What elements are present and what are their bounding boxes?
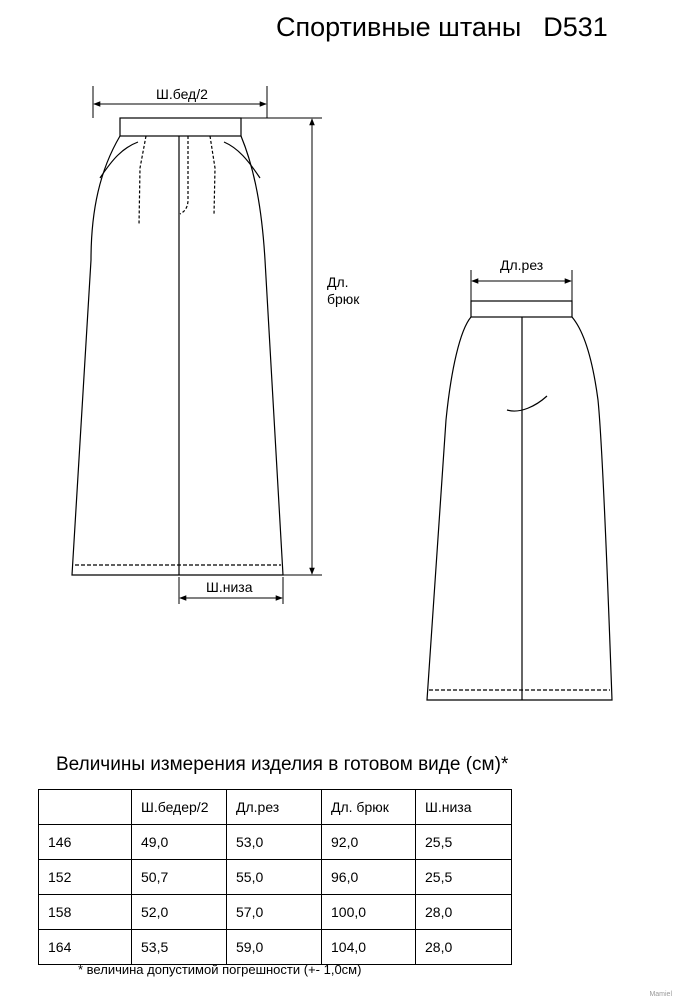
front-waistband xyxy=(120,118,241,136)
length-label-line1: Дл. xyxy=(327,274,349,290)
side-waistband xyxy=(471,301,572,317)
table-row xyxy=(39,895,512,930)
side-outline xyxy=(427,317,612,700)
table-cell: 92,0 xyxy=(322,825,416,860)
fly-stitch xyxy=(180,136,188,214)
measurements-heading: Величины измерения изделия в готовом виде (см)* xyxy=(56,754,509,775)
table-header-cell: Дл.рез xyxy=(227,790,322,825)
table-cell: 59,0 xyxy=(227,930,322,965)
table-row xyxy=(39,860,512,895)
size-cell: 152 xyxy=(39,860,132,895)
table-row xyxy=(39,930,512,965)
table-cell: 96,0 xyxy=(322,860,416,895)
cut-length-label: Дл.рез xyxy=(500,257,544,273)
hem-label: Ш.низа xyxy=(206,579,253,595)
length-label-line2: брюк xyxy=(327,291,360,307)
front-dimensions xyxy=(93,86,322,604)
right-drawstring xyxy=(210,136,215,215)
table-cell: 53,5 xyxy=(132,930,227,965)
left-drawstring xyxy=(139,136,146,225)
table-cell: 25,5 xyxy=(416,860,512,895)
table-cell: 104,0 xyxy=(322,930,416,965)
left-pocket xyxy=(100,142,138,178)
tolerance-note: * величина допустимой погрешности (+- 1,0см) xyxy=(78,962,362,977)
model-code: D531 xyxy=(543,12,608,42)
side-view xyxy=(427,301,612,700)
table-cell: 57,0 xyxy=(227,895,322,930)
watermark: Mamiel xyxy=(649,991,672,998)
table-cell: 55,0 xyxy=(227,860,322,895)
title-text: Спортивные штаны xyxy=(276,12,522,42)
table-cell: 25,5 xyxy=(416,825,512,860)
table-cell: 49,0 xyxy=(132,825,227,860)
table-header-cell: Дл. брюк xyxy=(322,790,416,825)
front-outline xyxy=(72,136,283,575)
side-pocket xyxy=(507,396,547,411)
table-row xyxy=(39,825,512,860)
side-dimensions xyxy=(471,270,572,301)
table-cell: 52,0 xyxy=(132,895,227,930)
front-view xyxy=(72,118,283,575)
right-pocket xyxy=(224,142,260,178)
table-header-cell: Ш.низа xyxy=(416,790,512,825)
table-cell: 28,0 xyxy=(416,930,512,965)
table-cell: 53,0 xyxy=(227,825,322,860)
table-header-row xyxy=(39,790,512,825)
measurements-table xyxy=(38,789,512,965)
table-header-cell: Ш.бедер/2 xyxy=(132,790,227,825)
size-cell: 146 xyxy=(39,825,132,860)
hip-label: Ш.бед/2 xyxy=(156,86,208,102)
table-cell: 50,7 xyxy=(132,860,227,895)
table-cell: 100,0 xyxy=(322,895,416,930)
table-header-cell xyxy=(39,790,132,825)
size-cell: 158 xyxy=(39,895,132,930)
table-cell: 28,0 xyxy=(416,895,512,930)
size-cell: 164 xyxy=(39,930,132,965)
